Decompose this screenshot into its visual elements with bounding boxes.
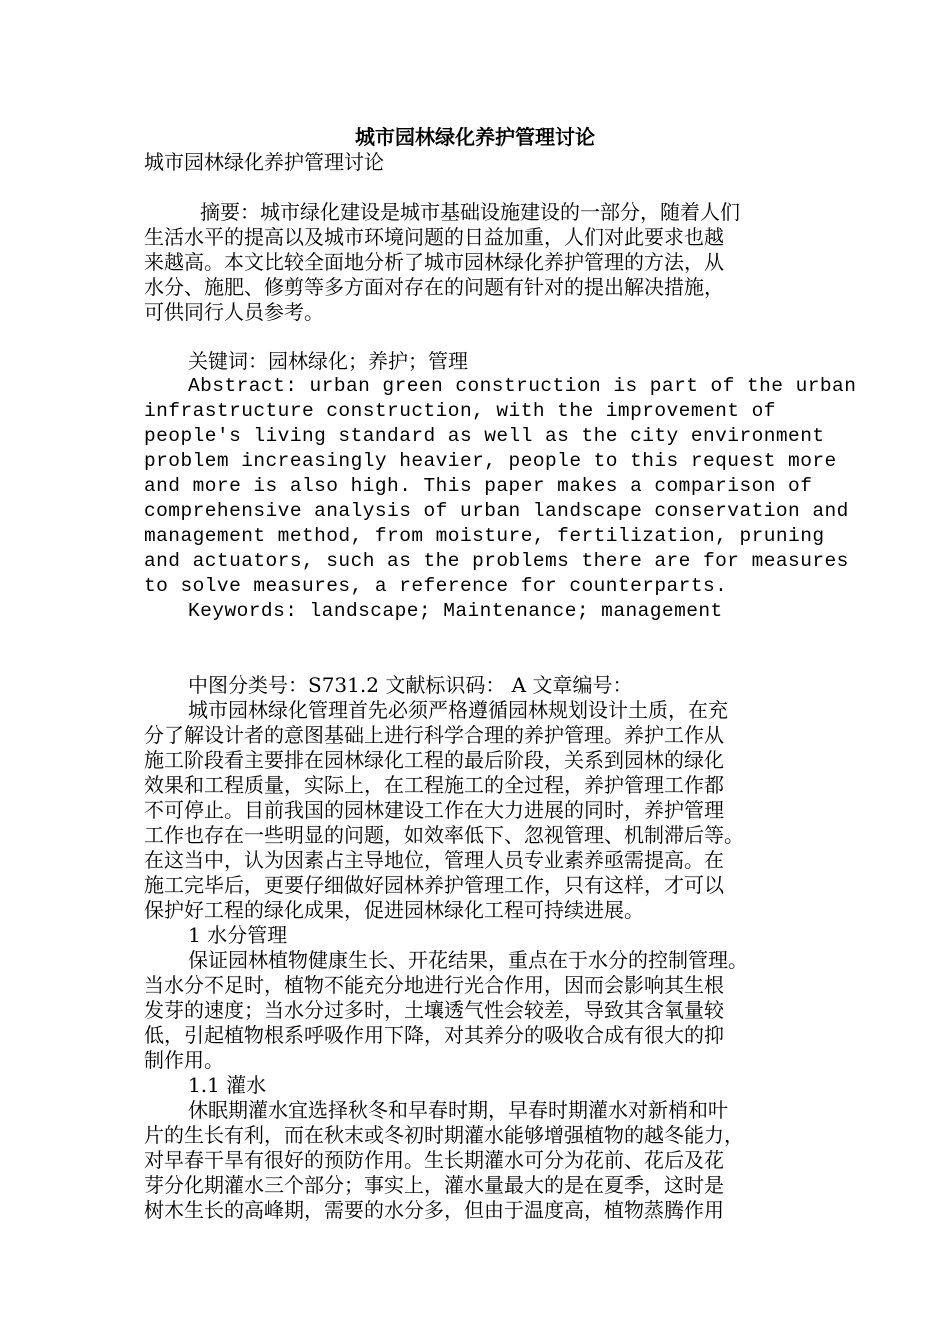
section-line: 树木生长的高峰期，需要的水分多，但由于温度高，植物蒸腾作用 — [144, 1198, 724, 1222]
abstract-cn-line: 水分、施肥、修剪等多方面对存在的问题有针对的提出解决措施， — [144, 275, 724, 299]
section-line: 制作用。 — [144, 1048, 224, 1072]
intro-line: 保护好工程的绿化成果，促进园林绿化工程可持续进展。 — [144, 898, 644, 922]
keywords-cn: 关键词：园林绿化；养护；管理 — [188, 349, 468, 373]
abstract-cn-line: 摘要：城市绿化建设是城市基础设施建设的一部分，随着人们 — [200, 200, 740, 224]
abstract-en-line: Abstract: urban green construction is part of the urban — [188, 375, 857, 397]
abstract-en-line: people's living standard as well as the city environment — [144, 425, 825, 447]
section-line: 当水分不足时，植物不能充分地进行光合作用，因而会影响其生根 — [144, 973, 724, 997]
section-line: 保证园林植物健康生长、开花结果，重点在于水分的控制管理。 — [188, 948, 748, 972]
abstract-cn-line: 生活水平的提高以及城市环境问题的日益加重，人们对此要求也越 — [144, 225, 724, 249]
section-line: 对早春干旱有很好的预防作用。生长期灌水可分为花前、花后及花 — [144, 1148, 724, 1172]
abstract-en-line: and actuators, such as the problems there are for measures — [144, 550, 849, 572]
section-line: 芽分化期灌水三个部分；事实上，灌水量最大的是在夏季，这时是 — [144, 1173, 724, 1197]
section-heading: 1 水分管理 — [188, 923, 288, 947]
intro-line: 城市园林绿化管理首先必须严格遵循园林规划设计土质，在充 — [188, 698, 728, 722]
abstract-cn-line: 来越高。本文比较全面地分析了城市园林绿化养护管理的方法，从 — [144, 250, 724, 274]
intro-line: 工作也存在一些明显的问题，如效率低下、忽视管理、机制滞后等。 — [144, 823, 744, 847]
intro-line: 施工阶段看主要排在园林绿化工程的最后阶段，关系到园林的绿化 — [144, 748, 724, 772]
classification-line: 中图分类号：S731.2 文献标识码： A 文章编号： — [188, 673, 633, 697]
section-line: 片的生长有利，而在秋末或冬初时期灌水能够增强植物的越冬能力， — [144, 1123, 744, 1147]
intro-line: 分了解设计者的意图基础上进行科学合理的养护管理。养护工作从 — [144, 723, 724, 747]
keywords-en: Keywords: landscape; Maintenance; management — [188, 600, 723, 622]
intro-line: 不可停止。目前我国的园林建设工作在大力进展的同时，养护管理 — [144, 798, 724, 822]
section-line: 发芽的速度；当水分过多时，土壤透气性会较差，导致其含氧量较 — [144, 998, 724, 1022]
intro-line: 施工完毕后，更要仔细做好园林养护管理工作，只有这样，才可以 — [144, 873, 724, 897]
abstract-en-line: to solve measures, a reference for counterparts. — [144, 575, 728, 597]
abstract-cn-line: 可供同行人员参考。 — [144, 300, 324, 324]
document-title: 城市园林绿化养护管理讨论 — [355, 125, 595, 149]
section-line: 低，引起植物根系呼吸作用下降，对其养分的吸收合成有很大的抑 — [144, 1023, 724, 1047]
abstract-en-line: and more is also high. This paper makes a comparison of — [144, 475, 813, 497]
document-subtitle: 城市园林绿化养护管理讨论 — [144, 150, 384, 174]
intro-line: 在这当中，认为因素占主导地位，管理人员专业素养亟需提高。在 — [144, 848, 724, 872]
section-line: 休眠期灌水宜选择秋冬和早春时期，早春时期灌水对新梢和叶 — [188, 1098, 728, 1122]
subsection-heading: 1.1 灌水 — [188, 1073, 267, 1097]
abstract-en-line: management method, from moisture, fertilization, pruning — [144, 525, 825, 547]
abstract-en-line: comprehensive analysis of urban landscape conservation and — [144, 500, 849, 522]
abstract-en-line: infrastructure construction, with the improvement of — [144, 400, 776, 422]
abstract-en-line: problem increasingly heavier, people to this request more — [144, 450, 837, 472]
intro-line: 效果和工程质量，实际上，在工程施工的全过程，养护管理工作都 — [144, 773, 724, 797]
